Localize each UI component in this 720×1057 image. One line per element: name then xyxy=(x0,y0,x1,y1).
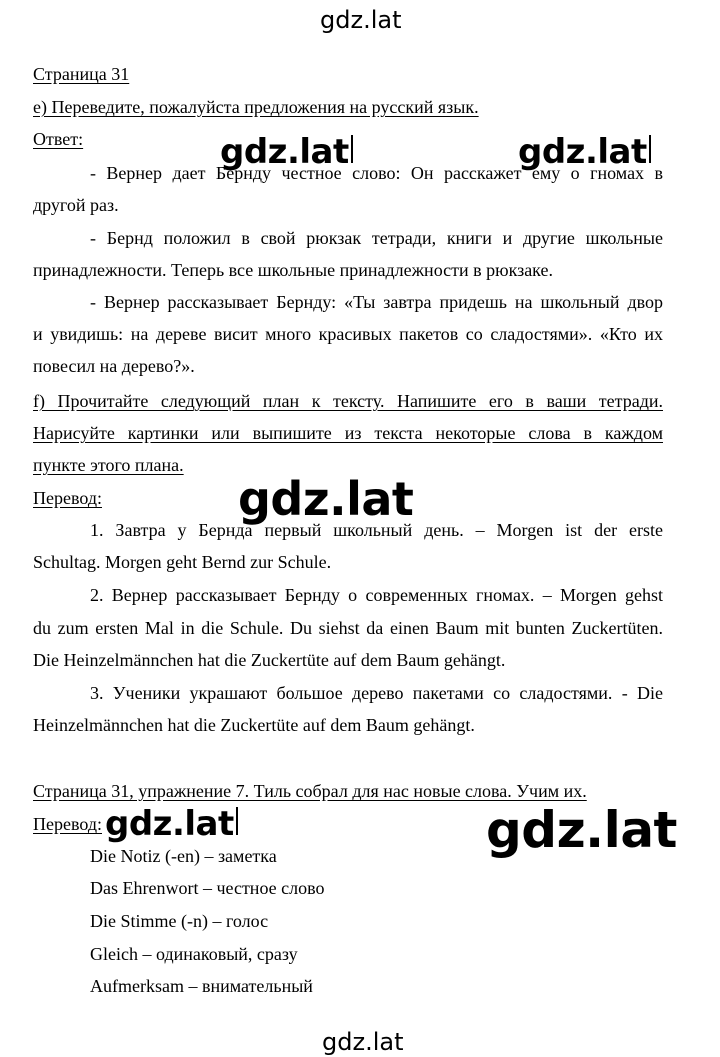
answer-line: - Бернд положил в свой рюкзак тетради, книги и другие школьные xyxy=(90,228,663,248)
watermark-vocab-left xyxy=(105,804,238,844)
vocab-item: Aufmerksam – внимательный xyxy=(90,976,313,996)
page-header: Страница 31 xyxy=(33,64,130,84)
watermark-text: gdz.lat xyxy=(220,132,349,172)
watermark-cursor xyxy=(236,807,238,835)
translation-line: 1. Завтра у Бернда первый школьный день. – Morgen ist der erste xyxy=(90,520,663,540)
translation-label: Перевод: xyxy=(33,488,102,508)
watermark-top: gdz.lat xyxy=(320,6,402,34)
translation-line: du zum ersten Mal in die Schule. Du siehst da einen Baum mit bunten Zuckertüten. xyxy=(33,618,663,638)
watermark-cursor xyxy=(649,135,651,163)
watermark-cursor xyxy=(351,135,353,163)
translation-line: 2. Вернер рассказывает Бернду о современных гномах. – Morgen gehst xyxy=(90,585,663,605)
answer-label: Ответ: xyxy=(33,129,84,149)
vocab-item: Die Stimme (-n) – голос xyxy=(90,911,269,931)
watermark-text: gdz.lat xyxy=(105,804,234,844)
vocab-item: Das Ehrenwort – честное слово xyxy=(90,878,325,898)
answer-line: - Вернер рассказывает Бернду: «Ты завтра придешь на школьный двор xyxy=(90,292,663,312)
task-f-line: f) Прочитайте следующий план к тексту. Напишите его в ваши тетради. xyxy=(33,391,663,411)
task-e: е) Переведите, пожалуйста предложения на русский язык. xyxy=(33,97,479,117)
vocab-item: Gleich – одинаковый, сразу xyxy=(90,944,298,964)
watermark-bottom: gdz.lat xyxy=(322,1028,404,1056)
watermark-middle: gdz.lat xyxy=(238,472,414,526)
translation-line: Die Heinzelmännchen hat die Zuckertüte auf dem Baum gehängt. xyxy=(33,650,506,670)
vocab-item: Die Notiz (-en) – заметка xyxy=(90,846,277,866)
translation-label-2: Перевод: xyxy=(33,814,102,834)
translation-line: 3. Ученики украшают большое дерево пакетами со сладостями. - Die xyxy=(90,683,663,703)
answer-line: - Вернер дает Бернду честное слово: Он расскажет ему о гномах в xyxy=(90,163,663,183)
task-f-line: Нарисуйте картинки или выпишите из текста некоторые слова в каждом xyxy=(33,423,663,443)
exercise-7-header: Страница 31, упражнение 7. Тиль собрал для нас новые слова. Учим их. xyxy=(33,781,587,801)
answer-line: принадлежности. Теперь все школьные принадлежности в рюкзаке. xyxy=(33,260,553,280)
task-f-line: пункте этого плана. xyxy=(33,455,184,475)
answer-line: другой раз. xyxy=(33,195,119,215)
watermark-text: gdz.lat xyxy=(518,132,647,172)
translation-line: Schultag. Morgen geht Bernd zur Schule. xyxy=(33,552,332,572)
translation-line: Heinzelmännchen hat die Zuckertüte auf dem Baum gehängt. xyxy=(33,715,475,735)
answer-line: и увидишь: на дереве висит много красивых пакетов со сладостями». «Кто их xyxy=(33,324,663,344)
watermark-vocab-right: gdz.lat xyxy=(486,801,677,859)
answer-line: повесил на дерево?». xyxy=(33,356,195,376)
